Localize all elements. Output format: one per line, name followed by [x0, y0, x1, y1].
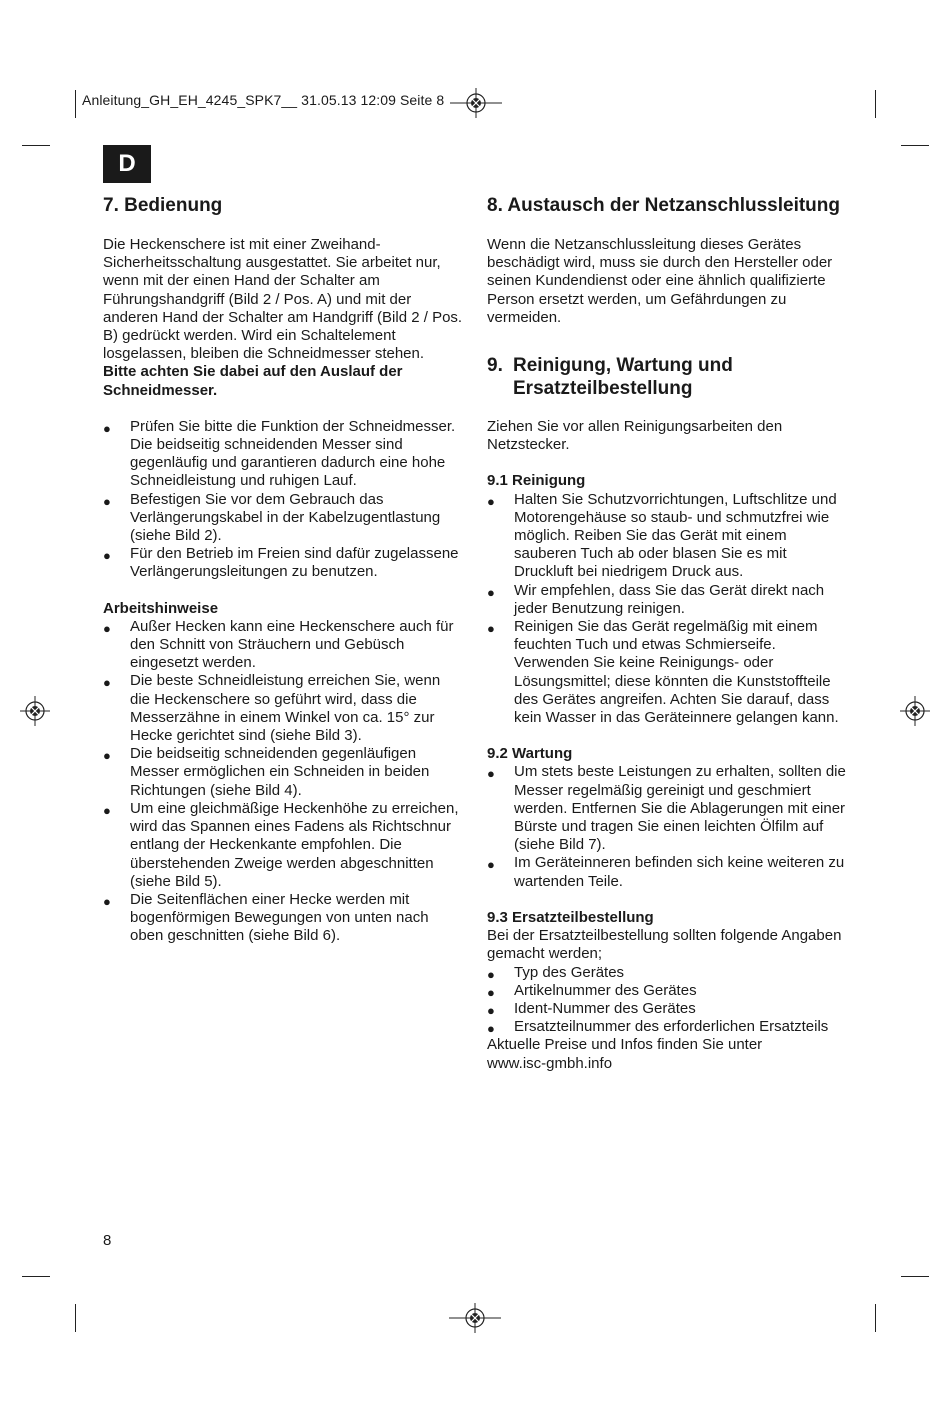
subheading-arbeitshinweise: Arbeitshinweise [103, 599, 219, 617]
text-line: Befestigen Sie vor dem Gebrauch das [130, 490, 384, 508]
section-heading-9 [487, 354, 857, 400]
text-line: oben geschnitten (siehe Bild 6). [130, 927, 341, 945]
list-item [487, 618, 857, 727]
crop-mark [901, 1276, 929, 1277]
list-item [487, 1000, 857, 1018]
text-line: Ersatzteilbestellung [513, 378, 693, 400]
text-line: die Heckenschere so geführt wird, dass die [130, 690, 417, 708]
crop-mark [75, 90, 76, 118]
text-line: www.isc-gmbh.info [487, 1054, 613, 1072]
crop-mark [75, 1304, 76, 1332]
list-item [487, 582, 857, 618]
text-line: Bürste und tragen Sie einen leichten Ölfilm auf [514, 818, 824, 836]
section-number-9: 9. [487, 355, 503, 377]
text-line: feuchten Tuch und etwas Schmierseife. [514, 636, 776, 654]
text-line: Führungshandgriff (Bild 2 / Pos. A) und mit der [103, 290, 412, 308]
bullet-icon: ● [487, 966, 495, 982]
section-heading-7: 7. Bedienung [103, 195, 223, 216]
text-line: Bitte achten Sie dabei auf den Auslauf der [103, 363, 403, 381]
text-line: eingesetzt werden. [130, 654, 256, 672]
list-item [103, 800, 473, 891]
text-line: Die Heckenschere ist mit einer Zweihand- [103, 236, 381, 253]
subheading-9-1: 9.1 Reinigung [487, 472, 586, 490]
text-line: möglich. Reiben Sie das Gerät mit einem [514, 527, 787, 545]
bullet-icon: ● [103, 748, 111, 764]
subheading-9-2: 9.2 Wartung [487, 745, 573, 763]
text-line: Lösungsmittel; diese könnten die Kunststoffteile [514, 672, 831, 690]
text-line: Hecke gerichtet sind (siehe Bild 3). [130, 727, 362, 745]
text-line: (siehe Bild 2). [130, 527, 222, 545]
text-line: sauberen Tuch ab oder blasen Sie es mit [514, 545, 787, 563]
list-item [487, 854, 857, 890]
bullet-icon: ● [487, 984, 495, 1000]
text-line: Verwenden Sie keine Reinigungs- oder [514, 654, 774, 672]
registration-mark-icon [449, 1303, 501, 1333]
list-item [487, 763, 857, 854]
text-line: Aktuelle Preise und Infos finden Sie unter [487, 1036, 763, 1054]
list-item [487, 982, 857, 1000]
power-cable-paragraph [487, 236, 857, 327]
bullet-icon: ● [487, 766, 495, 782]
text-line: Messerzähne in einem Winkel von ca. 15° zur [130, 708, 435, 726]
text-line: Prüfen Sie bitte die Funktion der Schneidmesser. [130, 417, 456, 435]
crop-mark [875, 90, 876, 118]
text-line: Die beste Schneidleistung erreichen Sie, wenn [130, 672, 441, 690]
intro-warning [103, 363, 473, 399]
text-line: Bei der Ersatzteilbestellung sollten folgende Angaben [487, 927, 842, 945]
text-line: Messer regelmäßig gereinigt und geschmiert [514, 781, 811, 799]
text-line: Verlängerungsleitungen zu benutzen. [130, 563, 378, 581]
right-column [487, 194, 857, 1073]
text-line: Für den Betrieb im Freien sind dafür zugelassene [130, 545, 459, 563]
page-number: 8 [103, 1232, 112, 1249]
text-line: entlang der Heckenkante empfohlen. Die [130, 836, 402, 854]
registration-mark-icon [450, 88, 502, 118]
section-title-9 [513, 354, 733, 400]
list-item [103, 745, 473, 800]
bullet-list-cleaning [487, 491, 857, 728]
text-line: Um stets beste Leistungen zu erhalten, sollten die [514, 763, 846, 781]
section-heading-8: 8. Austausch der Netzanschlussleitung [487, 195, 840, 216]
text-line: Wenn die Netzanschlussleitung dieses Gerätes [487, 236, 802, 253]
text-line: Halten Sie Schutzvorrichtungen, Luftschlitze und [514, 490, 837, 508]
bullet-icon: ● [487, 857, 495, 873]
slug-line: Anleitung_GH_EH_4245_SPK7__ 31.05.13 12:09 Seite 8 [82, 92, 445, 108]
text-line: Verlängerungskabel in der Kabelzugentlastung [130, 508, 441, 526]
text-line: Schneidmesser. [103, 381, 218, 399]
registration-mark-icon [900, 696, 930, 726]
bullet-icon: ● [103, 620, 111, 636]
registration-mark-icon [20, 696, 50, 726]
list-item [103, 545, 473, 581]
intro-paragraph [103, 236, 473, 363]
bullet-icon: ● [487, 621, 495, 637]
crop-mark [22, 145, 50, 146]
bullet-list-operation [103, 418, 473, 582]
text-line: Reinigen Sie das Gerät regelmäßig mit einem [514, 618, 818, 636]
text-line: anderen Hand der Schalter am Handgriff (Bild 2 / Pos. [103, 308, 463, 326]
text-line: Schneidleistung und ruhigen Lauf. [130, 472, 357, 490]
text-line: überstehenden Zweige werden abgeschnitten [130, 854, 434, 872]
text-line: B) gedrückt werden. Wird ein Schaltelement [103, 327, 396, 345]
list-item [487, 964, 857, 982]
spare-parts-paragraph [487, 927, 857, 963]
bullet-icon: ● [103, 493, 111, 509]
text-line: Außer Hecken kann eine Heckenschere auch für [130, 617, 454, 635]
crop-mark [901, 145, 929, 146]
text-line: Wir empfehlen, dass Sie das Gerät direkt nach [514, 581, 825, 599]
text-line: Ident-Nummer des Gerätes [514, 999, 696, 1017]
text-line: des Gerätes angreifen. Achten Sie darauf, dass [514, 690, 830, 708]
text-line: kein Wasser in das Geräteinnere gelangen kann. [514, 709, 839, 727]
text-line: Motorengehäuse so staub- und schmutzfrei wie [514, 508, 830, 526]
text-line: Richtungen (siehe Bild 4). [130, 781, 302, 799]
text-line: wird das Spannen eines Fadens als Richtschnur [130, 818, 452, 836]
list-item [103, 618, 473, 673]
text-line: bogenförmigen Bewegungen von unten nach [130, 909, 429, 927]
crop-mark [22, 1276, 50, 1277]
list-item [103, 418, 473, 491]
text-line: (siehe Bild 5). [130, 872, 222, 890]
list-item [487, 1018, 857, 1036]
list-item [103, 491, 473, 546]
list-item [103, 672, 473, 745]
text-line: Netzstecker. [487, 436, 570, 454]
text-line: gemacht werden; [487, 945, 603, 963]
bullet-icon: ● [103, 893, 111, 909]
text-line: Typ des Gerätes [514, 963, 625, 981]
text-line: Die beidseitig schneidenden gegenläufigen [130, 745, 417, 763]
text-line: (siehe Bild 7). [514, 836, 606, 854]
text-line: Ziehen Sie vor allen Reinigungsarbeiten den [487, 418, 783, 436]
closing-paragraph [487, 1036, 857, 1072]
text-line: Sicherheitsschaltung ausgestattet. Sie arbeitet nur, [103, 254, 441, 272]
text-line: Die beidseitig schneidenden Messer sind [130, 436, 403, 454]
text-line: Druckluft bei niedrigem Druck aus. [514, 563, 744, 581]
text-line: Im Geräteinneren befinden sich keine weiteren zu [514, 854, 845, 872]
bullet-icon: ● [487, 584, 495, 600]
bullet-icon: ● [103, 548, 111, 564]
text-line: den Schnitt von Sträuchern und Gebüsch [130, 636, 405, 654]
text-line: wartenden Teile. [514, 872, 623, 890]
bullet-icon: ● [487, 493, 495, 509]
bullet-icon: ● [103, 420, 111, 436]
subheading-9-3: 9.3 Ersatzteilbestellung [487, 908, 654, 926]
cleaning-intro-paragraph [487, 418, 857, 454]
text-line: Reinigung, Wartung und [513, 355, 733, 377]
text-line: Die Seitenflächen einer Hecke werden mit [130, 890, 410, 908]
bullet-icon: ● [487, 1002, 495, 1018]
list-item [103, 891, 473, 946]
text-line: Person ersetzt werden, um Gefährdungen zu [487, 290, 787, 308]
text-line: vermeiden. [487, 308, 562, 326]
text-line: jeder Benutzung reinigen. [514, 599, 685, 617]
bullet-list-maintenance [487, 763, 857, 890]
text-line: Ersatzteilnummer des erforderlichen Ersatzteils [514, 1018, 829, 1036]
text-line: seinen Kundendienst oder eine ähnlich qualifizierte [487, 272, 826, 290]
text-line: gegenläufig und garantieren dadurch eine hohe [130, 454, 446, 472]
bullet-icon: ● [103, 675, 111, 691]
text-line: Artikelnummer des Gerätes [514, 981, 697, 999]
text-line: werden. Entfernen Sie die Ablagerungen mit einer [514, 799, 846, 817]
bullet-list-spare-parts [487, 964, 857, 1037]
language-badge: D [103, 145, 151, 183]
left-column [103, 194, 473, 946]
text-line: losgelassen, bleiben die Schneidmesser stehen. [103, 345, 425, 363]
list-item [487, 491, 857, 582]
text-line: Messer ermöglichen ein Schneiden in beiden [130, 763, 430, 781]
text-line: wenn mit der einen Hand der Schalter am [103, 272, 380, 290]
bullet-icon: ● [103, 802, 111, 818]
text-line: beschädigt wird, muss sie durch den Hersteller oder [487, 254, 833, 272]
text-line: Um eine gleichmäßige Heckenhöhe zu erreichen, [130, 799, 459, 817]
crop-mark [875, 1304, 876, 1332]
bullet-icon: ● [487, 1021, 495, 1037]
bullet-list-work-tips [103, 618, 473, 946]
